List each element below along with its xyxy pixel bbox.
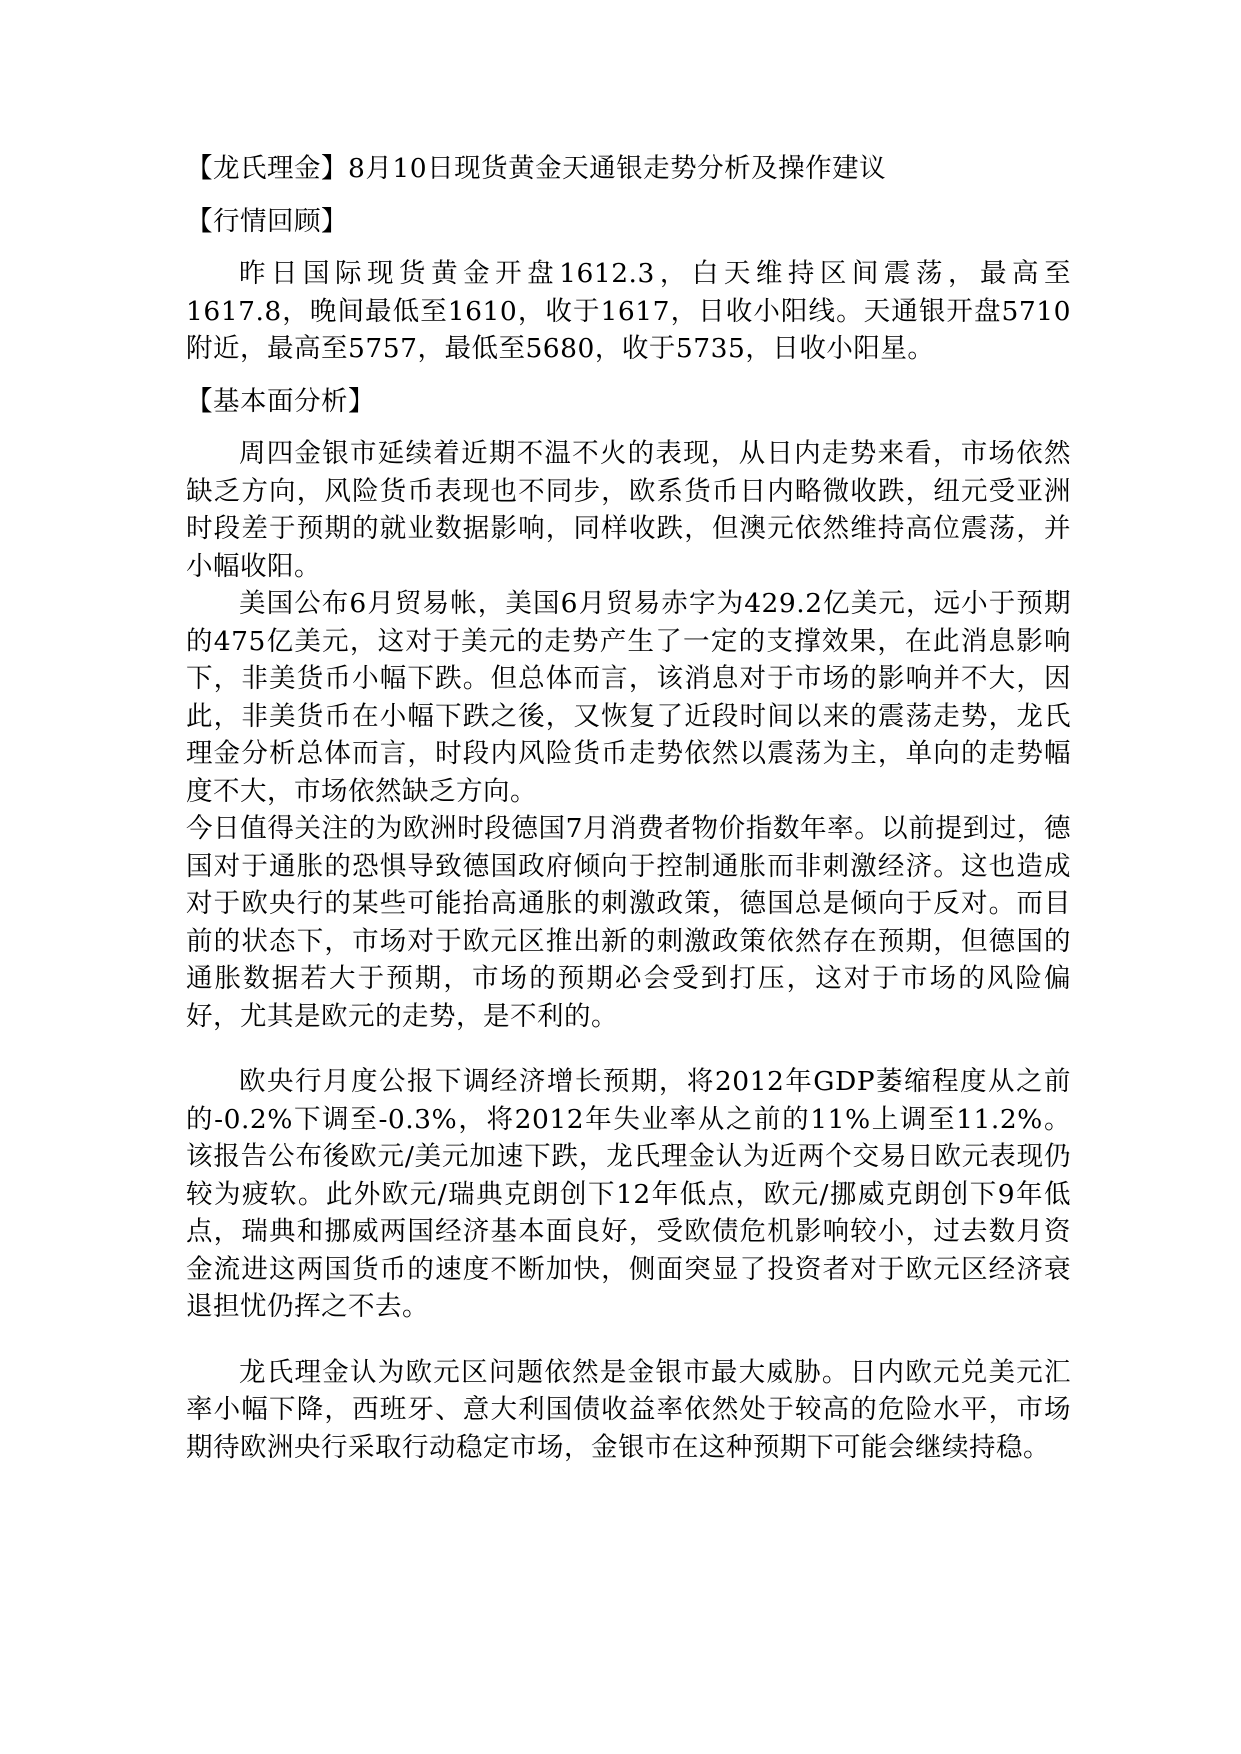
section-heading-fundamental-analysis: 【基本面分析】	[186, 385, 375, 417]
paragraph-fundamental-1: 周四金银市延续着近期不温不火的表现，从日内走势来看，市场依然缺乏方向，风险货币表现也不同步，欧系货币日内略微收跌，纽元受亚洲时段差于预期的就业数据影响，同样收跌，但澳元依然维持高位震荡，并小幅收阳。	[186, 438, 1071, 582]
document-body	[186, 150, 1071, 1466]
document-title: 【龙氏理金】8月10日现货黄金天通银走势分析及操作建议	[186, 153, 887, 184]
section-heading-market-review: 【行情回顾】	[186, 205, 348, 237]
paragraph-fundamental-2: 美国公布6月贸易帐，美国6月贸易赤字为429.2亿美元，远小于预期的475亿美元，这对于美元的走势产生了一定的支撑效果，在此消息影响下，非美货币小幅下跌。但总体而言，该消息对于市场的影响并不大，因此，非美货币在小幅下跌之後，又恢复了近段时间以来的震荡走势，龙氏理金分析总体而言，时段内风险货币走势依然以震荡为主，单向的走势幅度不大，市场依然缺乏方向。	[186, 588, 1071, 807]
paragraph-fundamental-4: 欧央行月度公报下调经济增长预期，将2012年GDP萎缩程度从之前的-0.2%下调至-0.3%，将2012年失业率从之前的11%上调至11.2%。该报告公布後欧元/美元加速下跌，龙氏理金认为近两个交易日欧元表现仍较为疲软。此外欧元/瑞典克朗创下12年低点，欧元/挪威克朗创下9年低点，瑞典和挪威两国经济基本面良好，受欧债危机影响较小，过去数月资金流进这两国货币的速度不断加快，侧面突显了投资者对于欧元区经济衰退担忧仍挥之不去。	[186, 1066, 1071, 1322]
paragraph-fundamental-3: 今日值得关注的为欧洲时段德国7月消费者物价指数年率。以前提到过，德国对于通胀的恐惧导致德国政府倾向于控制通胀而非刺激经济。这也造成对于欧央行的某些可能抬高通胀的刺激政策，德国总是倾向于反对。而目前的状态下，市场对于欧元区推出新的刺激政策依然存在预期，但德国的通胀数据若大于预期，市场的预期必会受到打压，这对于市场的风险偏好，尤其是欧元的走势，是不利的。	[186, 813, 1071, 1032]
paragraph-fundamental-5: 龙氏理金认为欧元区问题依然是金银市最大威胁。日内欧元兑美元汇率小幅下降，西班牙、意大利国债收益率依然处于较高的危险水平，市场期待欧洲央行采取行动稳定市场，金银市在这种预期下可能会继续持稳。	[186, 1356, 1071, 1463]
paragraph-market-review: 昨日国际现货黄金开盘1612.3，白天维持区间震荡，最高至1617.8，晚间最低至1610，收于1617，日收小阳线。天通银开盘5710附近，最高至5757，最低至5680，收于5735，日收小阳星。	[186, 258, 1071, 364]
